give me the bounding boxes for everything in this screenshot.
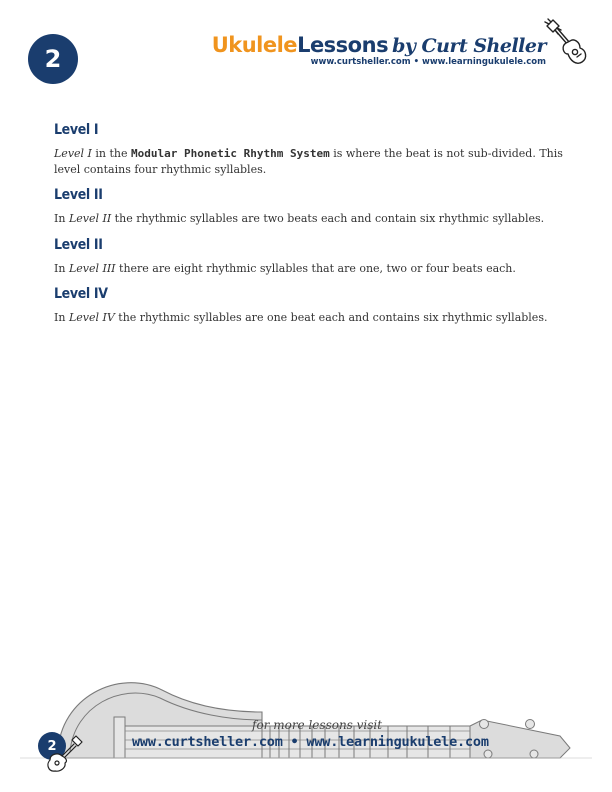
term-level-4: Level IV bbox=[68, 311, 115, 324]
ukulele-icon bbox=[539, 16, 589, 72]
brand-ukulele: Ukulele bbox=[211, 33, 298, 57]
heading-level-1: Level I bbox=[54, 122, 99, 138]
page-number-badge: 2 bbox=[28, 34, 78, 84]
ukulele-footer-art bbox=[0, 640, 612, 792]
system-name: Modular Phonetic Rhythm System bbox=[131, 147, 330, 160]
heading-level-4: Level IV bbox=[54, 286, 108, 302]
paragraph-level-1 bbox=[54, 146, 564, 177]
text-run: the rhythmic syllables are one beat each and contains six rhythmic syllables. bbox=[114, 311, 548, 324]
paragraph-level-2 bbox=[54, 211, 564, 227]
heading-level-2: Level II bbox=[54, 187, 103, 203]
term-level-1: Level I bbox=[54, 147, 92, 160]
brand-by: by Curt Sheller bbox=[392, 35, 546, 57]
text-run: in the bbox=[91, 147, 132, 160]
brand-title bbox=[212, 33, 546, 58]
footer-visit-text: for more lessons visit bbox=[252, 718, 383, 732]
text-run: there are eight rhythmic syllables that are one, two or four beats each. bbox=[115, 261, 516, 275]
text-run: is where the beat is not sub-divided. This level contains four rhythmic syllables. bbox=[54, 147, 563, 176]
text-run: In bbox=[54, 212, 69, 225]
footer-page-badge: 2 bbox=[38, 732, 66, 760]
main-content bbox=[54, 122, 564, 336]
text-run: In bbox=[54, 261, 69, 275]
brand-lessons: Lessons bbox=[297, 33, 389, 57]
term-level-3: Level III bbox=[68, 261, 116, 275]
text-run: the rhythmic syllables are two beats each and contain six rhythmic syllables. bbox=[111, 212, 545, 225]
header-urls: www.curtsheller.com • www.learningukulele.com bbox=[310, 57, 546, 67]
text-run: In bbox=[54, 311, 69, 324]
ukulele-icon bbox=[46, 734, 90, 774]
heading-level-3: Level II bbox=[54, 236, 103, 253]
term-level-2: Level II bbox=[68, 212, 112, 225]
paragraph-level-4 bbox=[54, 310, 564, 326]
footer-urls: www.curtsheller.com • www.learningukulele.com bbox=[132, 734, 489, 750]
brand-header bbox=[212, 33, 546, 67]
paragraph-level-3 bbox=[54, 261, 564, 277]
